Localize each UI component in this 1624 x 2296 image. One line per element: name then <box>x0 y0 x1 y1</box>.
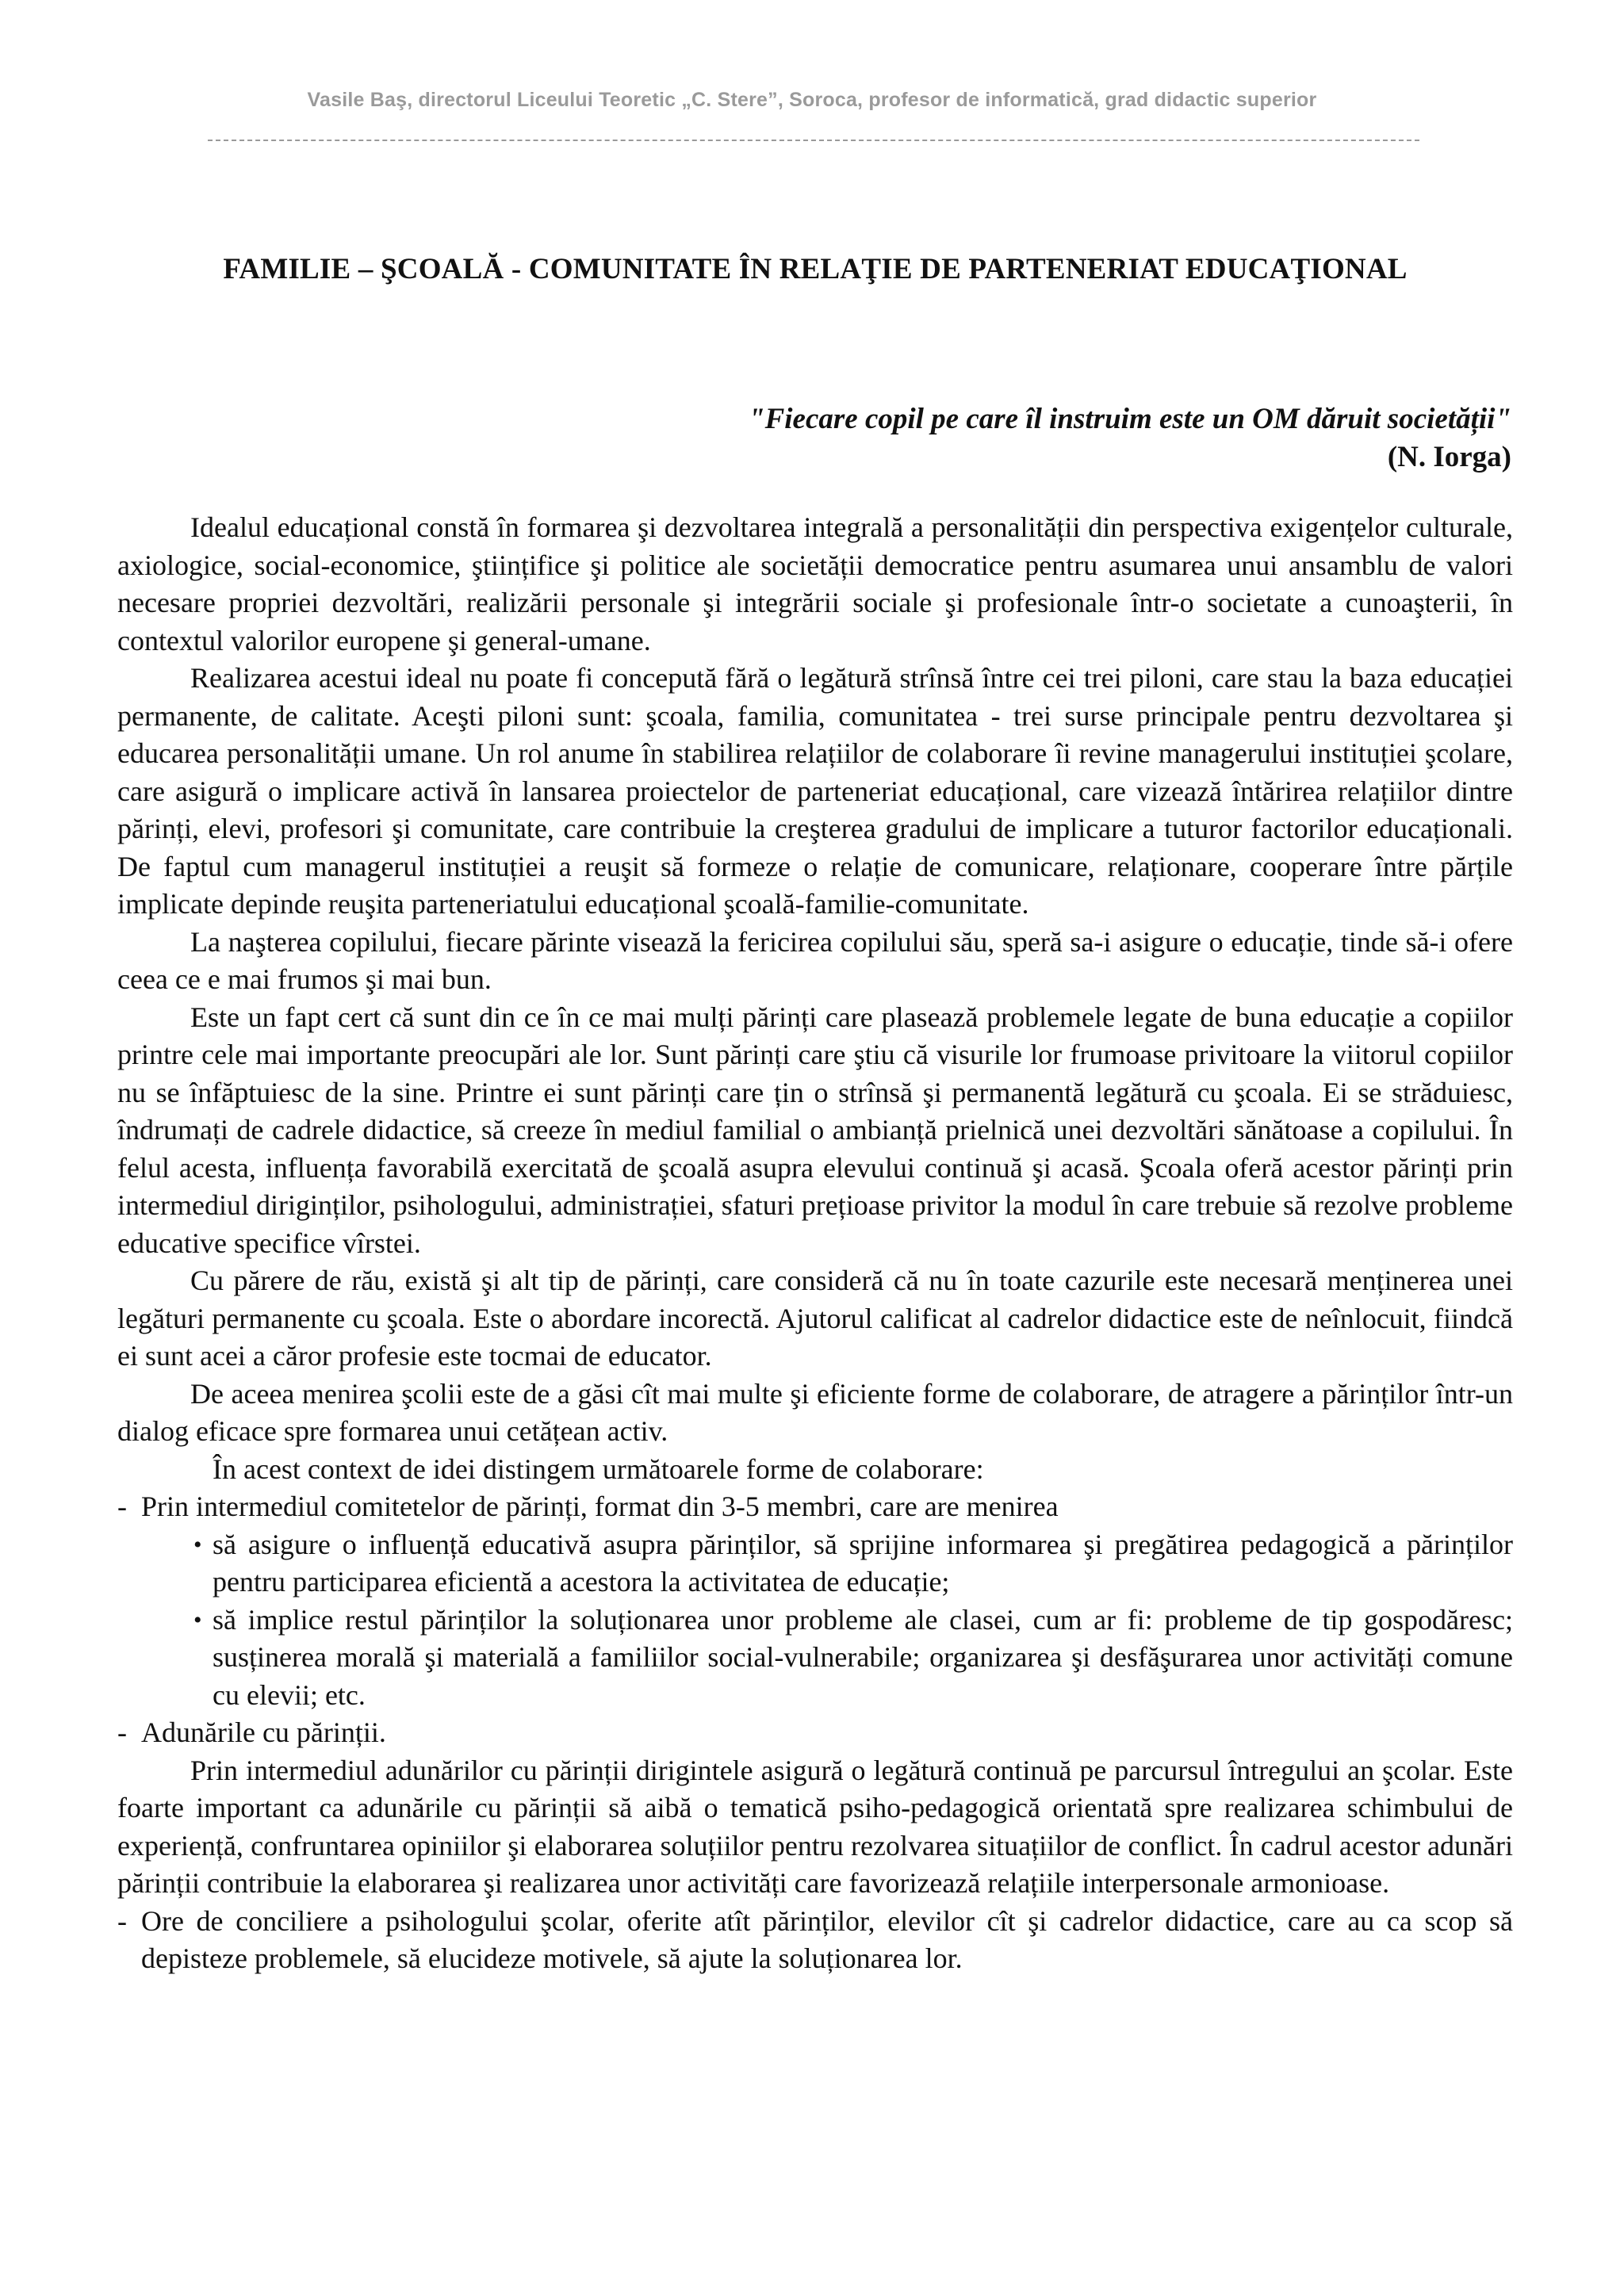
dash-item-text: Prin intermediul comitetelor de părinți, format din 3-5 membri, care are menirea <box>141 1490 1059 1522</box>
epigraph <box>401 400 1511 476</box>
paragraph: La naşterea copilului, fiecare părinte visează la fericirea copilului său, speră sa-i asigure o educație, tinde să-i ofere ceea ce e mai frumos şi mai bun. <box>117 925 1513 995</box>
dash-list-item <box>117 1714 1513 1752</box>
header-divider <box>208 140 1419 141</box>
bullet-icon: • <box>193 1606 202 1633</box>
paragraph: În acest context de idei distingem următoarele forme de colaborare: <box>213 1452 984 1485</box>
dash-list-item <box>117 1903 1513 1978</box>
dash-item-text: Ore de conciliere a psihologului şcolar, oferite atît părinților, elevilor cît şi cadrelor didactice, care au ca scop să depisteze problemele, să elucideze motivele, să ajute la soluționarea lor. <box>141 1904 1513 1974</box>
dash-marker: - <box>117 1490 127 1522</box>
bullet-list <box>117 1526 1513 1715</box>
bullet-icon: • <box>193 1531 202 1558</box>
running-header: Vasile Baş, directorul Liceului Teoretic „C. Stere”, Soroca, profesor de informatică, grad didactic superior <box>307 89 1317 111</box>
paragraph: De aceea menirea şcolii este de a găsi cît mai multe şi eficiente forme de colaborare, de atragere a părinților într-un dialog eficace spre formarea unui cetățean activ. <box>117 1377 1513 1447</box>
dash-item-text: Adunările cu părinții. <box>141 1716 386 1748</box>
paragraph: Realizarea acestui ideal nu poate fi concepută fără o legătură strînsă între cei trei piloni, care stau la baza educației permanente, de calitate. Aceşti piloni sunt: şcoala, familia, comunitatea - trei surse principale pentru dezvoltarea şi educarea personalității umane. Un rol anume în stabilirea relațiilor de colaborare îi revine managerului instituției şcolare, care asigură o implicare activă în lansarea proiectelor de parteneriat educațional, care vizează întărirea relațiilor dintre părinți, elevi, profesori şi comunitate, care contribuie la creşterea gradului de implicare a tuturor factorilor educaționali. De faptul cum managerul instituției a reuşit să formeze o relație de comunicare, relaționare, cooperare între părțile implicate depinde reuşita parteneriatului educațional şcoală-familie-comunitate. <box>117 662 1513 920</box>
bullet-item-text: să implice restul părinților la soluționarea unor probleme ale clasei, cum ar fi: probleme de tip gospodăresc; susținerea morală şi materială a familiilor social-vulnerabile; organizarea şi desfăşurarea unor activități comune cu elevii; etc. <box>213 1603 1513 1711</box>
document-body <box>117 509 1513 1978</box>
paragraph: Prin intermediul adunărilor cu părinții dirigintele asigură o legătură continuă pe parcursul întregului an şcolar. Este foarte important ca adunările cu părinții să aibă o tematică psiho-pedagogică orientată spre realizarea schimbului de experiență, confruntarea opiniilor şi elaborarea soluțiilor pentru rezolvarea situațiilor de conflict. În cadrul acestor adunări părinții contribuie la elaborarea şi realizarea unor activități care favorizează relațiile interpersonale armonioase. <box>117 1754 1513 1899</box>
epigraph-quote: "Fiecare copil pe care îl instruim este un OM dăruit societății" <box>749 403 1511 435</box>
dash-list-item <box>117 1488 1513 1526</box>
paragraph: Cu părere de rău, există şi alt tip de părinți, care consideră că nu în toate cazurile este necesară menținerea unei legături permanente cu şcoala. Este o abordare incorectă. Ajutorul calificat al cadrelor didactice este de neînlocuit, fiindcă ei sunt acei a căror profesie este tocmai de educator. <box>117 1265 1513 1372</box>
document-title: FAMILIE – ŞCOALĂ - COMUNITATE ÎN RELAŢIE DE PARTENERIAT EDUCAŢIONAL <box>223 253 1408 285</box>
paragraph: Este un fapt cert că sunt din ce în ce mai mulți părinți care plasează problemele legate de buna educație a copiilor printre cele mai importante preocupări ale lor. Sunt părinți care ştiu că visurile lor frumoase privitoare la viitorul copiilor nu se înfăptuiesc de la sine. Printre ei sunt părinți care țin o strînsă şi permanentă legătură cu şcoala. Ei se străduiesc, îndrumați de cadrele didactice, să creeze în mediul familial o ambianță prielnică unei dezvoltări sănătoase a copilului. În felul acesta, influența favorabilă exercitată de şcoală asupra elevului continuă şi acasă. Şcoala oferă acestor părinți prin intermediul diriginților, psihologului, administrației, sfaturi prețioase privitor la modul în care trebuie să rezolve probleme educative specifice vîrstei. <box>117 1001 1513 1259</box>
paragraph: Idealul educațional constă în formarea şi dezvoltarea integrală a personalității din perspectiva exigențelor culturale, axiologice, social-economice, ştiințifice şi politice ale societății democratice pentru asumarea unui ansamblu de valori necesare propriei dezvoltări, realizării personale şi integrării sociale şi profesionale într-o societate a cunoaşterii, în contextul valorilor europene şi general-umane. <box>117 511 1513 656</box>
bullet-list-item <box>117 1601 1513 1715</box>
dash-marker: - <box>117 1904 127 1937</box>
dash-marker: - <box>117 1716 127 1748</box>
bullet-list-item <box>117 1526 1513 1601</box>
epigraph-author: (N. Iorga) <box>1387 441 1511 473</box>
bullet-item-text: să asigure o influență educativă asupra părinților, să sprijine informarea şi pregătirea pedagogică a părinților pentru participarea eficientă a acestora la activitatea de educație; <box>213 1528 1513 1598</box>
